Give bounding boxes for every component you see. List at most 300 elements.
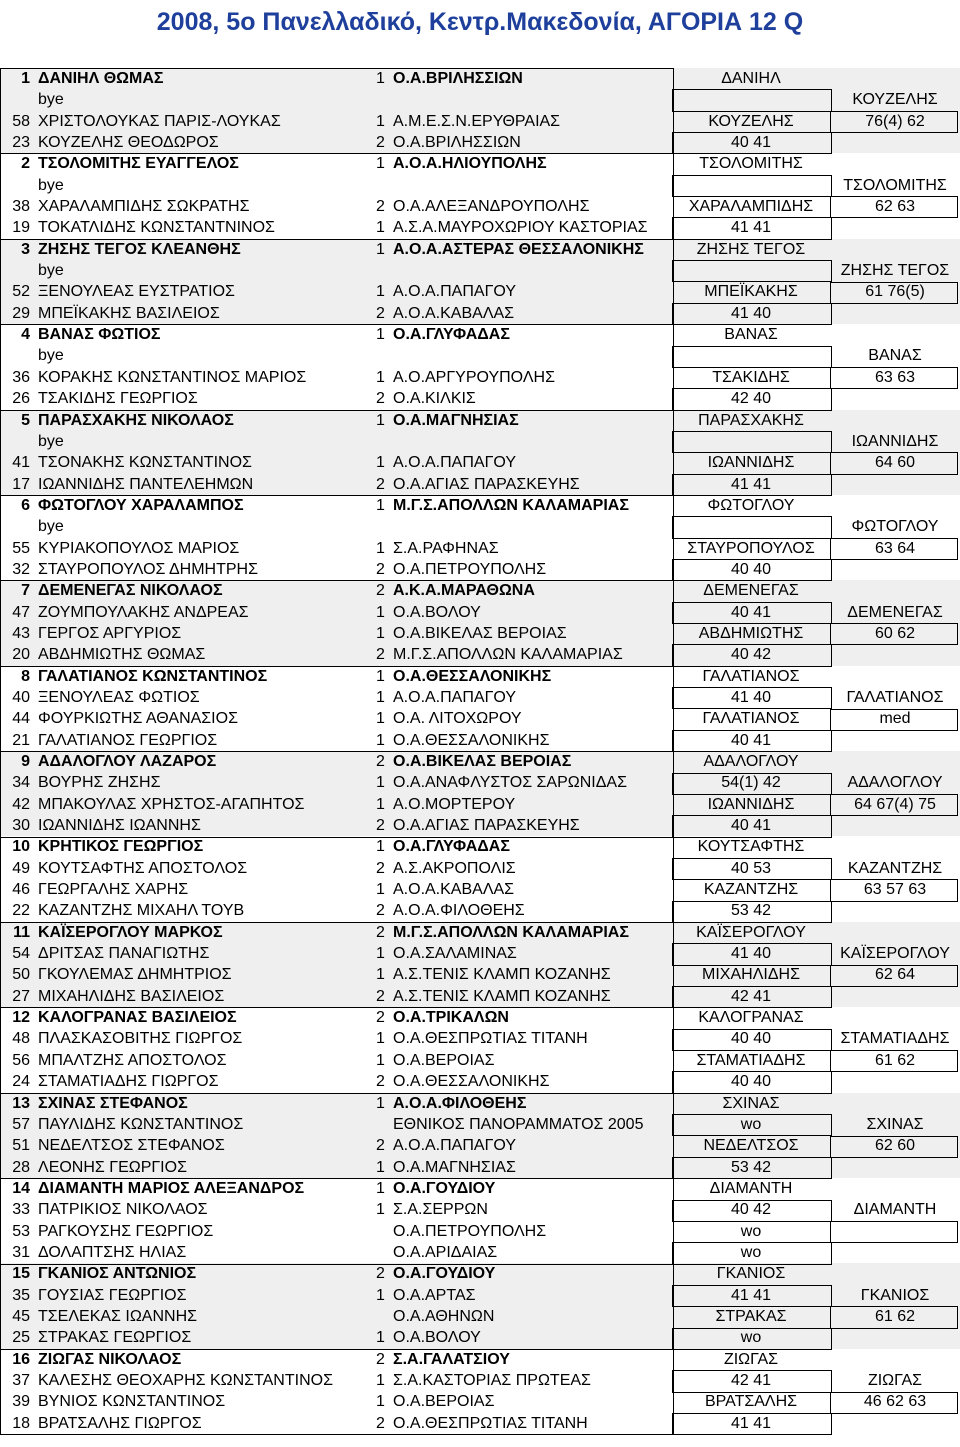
player-seed: 1 xyxy=(376,624,385,642)
player-name: ΧΡΙΣΤΟΛΟΥΚΑΣ ΠΑΡΙΣ-ΛΟΥΚΑΣ xyxy=(38,112,281,130)
round1-result: ΣΧΙΝΑΣ xyxy=(722,1094,780,1112)
player-name: ΚΡΗΤΙΚΟΣ ΓΕΩΡΓΙΟΣ xyxy=(38,838,204,856)
player-seed: 1 xyxy=(376,1329,385,1347)
round1-result: wo xyxy=(740,1115,762,1133)
player-name: ΠΑΡΑΣΧΑΚΗΣ ΝΙΚΟΛΑΟΣ xyxy=(38,411,234,429)
draw-row xyxy=(0,580,960,601)
player-club: Α.Ο.Α.ΦΙΛΟΘΕΗΣ xyxy=(393,1094,527,1112)
draw-row xyxy=(0,708,960,729)
player-name: ΖΟΥΜΠΟΥΛΑΚΗΣ ΑΝΔΡΕΑΣ xyxy=(38,603,249,621)
player-club: Α.Σ.ΤΕΝΙΣ ΚΛΑΜΠ ΚΟΖΑΝΗΣ xyxy=(393,987,611,1005)
player-seed: 1 xyxy=(376,881,385,899)
draw-row xyxy=(0,900,960,921)
player-club: Α.Σ.ΑΚΡΟΠΟΛΙΣ xyxy=(393,859,516,877)
player-seed: 2 xyxy=(376,1073,385,1091)
draw-row xyxy=(0,260,960,281)
player-seed: 1 xyxy=(376,945,385,963)
player-name: ΔΙΑΜΑΝΤΗ ΜΑΡΙΟΣ ΑΛΕΞΑΝΔΡΟΣ xyxy=(38,1179,305,1197)
player-number: 47 xyxy=(12,603,30,621)
round1-result: wo xyxy=(740,1329,762,1347)
round2-result: 62 60 xyxy=(874,1137,916,1155)
player-number: 17 xyxy=(12,475,30,493)
draw-row xyxy=(0,1135,960,1156)
player-seed: 1 xyxy=(376,496,385,514)
round1-result: 40 41 xyxy=(730,134,772,152)
draw-row xyxy=(0,324,960,345)
round1-result: 40 53 xyxy=(730,859,772,877)
player-number: 14 xyxy=(12,1179,30,1197)
round1-result: 40 41 xyxy=(730,603,772,621)
player-seed: 1 xyxy=(376,326,385,344)
draw-row xyxy=(0,474,960,495)
player-seed: 2 xyxy=(376,859,385,877)
player-seed: 2 xyxy=(376,817,385,835)
round1-result: ΔΙΑΜΑΝΤΗ xyxy=(709,1179,793,1197)
player-name: ΞΕΝΟΥΛΕΑΣ ΕΥΣΤΡΑΤΙΟΣ xyxy=(38,283,235,301)
player-seed: 2 xyxy=(376,134,385,152)
player-seed: 2 xyxy=(376,1137,385,1155)
player-name: ΛΕΟΝΗΣ ΓΕΩΡΓΙΟΣ xyxy=(38,1158,187,1176)
draw-row xyxy=(0,858,960,879)
player-seed: 1 xyxy=(376,112,385,130)
draw-row xyxy=(0,89,960,110)
player-number: 40 xyxy=(12,688,30,706)
player-seed: 1 xyxy=(376,1393,385,1411)
player-name: ΓΑΛΑΤΙΑΝΟΣ ΓΕΩΡΓΙΟΣ xyxy=(38,731,218,749)
player-club: Α.Ο.Α.ΑΣΤΕΡΑΣ ΘΕΣΣΑΛΟΝΙΚΗΣ xyxy=(393,240,644,258)
player-name: ΣΤΡΑΚΑΣ ΓΕΩΡΓΙΟΣ xyxy=(38,1329,192,1347)
player-club: Σ.Α.ΚΑΣΤΟΡΙΑΣ ΠΡΩΤΕΑΣ xyxy=(393,1371,591,1389)
player-seed: 1 xyxy=(376,838,385,856)
player-name: ΧΑΡΑΛΑΜΠΙΔΗΣ ΣΩΚΡΑΤΗΣ xyxy=(38,198,250,216)
player-number: 58 xyxy=(12,112,30,130)
player-seed: 2 xyxy=(376,646,385,664)
round2-result: 63 63 xyxy=(874,368,916,386)
player-name: ΞΕΝΟΥΛΕΑΣ ΦΩΤΙΟΣ xyxy=(38,688,200,706)
player-seed: 1 xyxy=(376,1179,385,1197)
player-club: Ο.Α.ΓΟΥΔΙΟΥ xyxy=(393,1265,496,1283)
draw-row xyxy=(0,751,960,772)
round2-result: 62 64 xyxy=(874,966,916,984)
player-number: 54 xyxy=(12,945,30,963)
player-club: Ο.Α.ΘΕΣΣΑΛΟΝΙΚΗΣ xyxy=(393,667,552,685)
player-number: 32 xyxy=(12,560,30,578)
round2-result: 46 62 63 xyxy=(863,1393,927,1411)
round1-result: 41 40 xyxy=(730,688,772,706)
round1-result: wo xyxy=(740,1222,762,1240)
player-number: 11 xyxy=(13,923,30,941)
round2-result: ΔΙΑΜΑΝΤΗ xyxy=(853,1201,937,1219)
round1-result: ΓΑΛΑΤΙΑΝΟΣ xyxy=(702,667,800,685)
round2-result: ΣΤΑΜΑΤΙΑΔΗΣ xyxy=(840,1030,950,1048)
player-seed: 2 xyxy=(376,582,385,600)
draw-row xyxy=(0,1285,960,1306)
draw-row xyxy=(0,1327,960,1348)
player-name: ΓΕΡΓΟΣ ΑΡΓΥΡΙΟΣ xyxy=(38,624,182,642)
draw-row xyxy=(0,730,960,751)
round1-result: 40 41 xyxy=(730,731,772,749)
round1-result: ΜΙΧΑΗΛΙΔΗΣ xyxy=(702,966,800,984)
player-name: ΒΑΝΑΣ ΦΩΤΙΟΣ xyxy=(38,326,161,344)
player-number: 35 xyxy=(12,1286,30,1304)
round2-result: 61 76(5) xyxy=(865,283,925,301)
draw-row xyxy=(0,964,960,985)
round2-result: 61 62 xyxy=(874,1307,916,1325)
player-number: 50 xyxy=(12,966,30,984)
player-name: ΦΟΥΡΚΙΩΤΗΣ ΑΘΑΝΑΣΙΟΣ xyxy=(38,710,238,728)
round2-result: 61 62 xyxy=(874,1051,916,1069)
player-seed: 1 xyxy=(376,219,385,237)
round1-result: 41 40 xyxy=(730,945,772,963)
player-number: 23 xyxy=(12,134,30,152)
player-name: ΣΧΙΝΑΣ ΣΤΕΦΑΝΟΣ xyxy=(38,1094,188,1112)
player-name: ΔΟΛΑΠΤΣΗΣ ΗΛΙΑΣ xyxy=(38,1243,187,1261)
round1-result: 41 41 xyxy=(730,1414,772,1432)
player-name: ΔΑΝΙΗΛ ΘΩΜΑΣ xyxy=(38,70,164,87)
player-club: Ο.Α.ΒΟΛΟΥ xyxy=(393,1329,481,1347)
page-title: 2008, 5ο Πανελλαδικό, Κεντρ.Μακεδονία, ΑΓΟΡΙΑ 12 Q xyxy=(156,8,804,36)
player-club: Ο.Α.ΒΙΚΕΛΑΣ ΒΕΡΟΙΑΣ xyxy=(393,753,572,770)
player-number: 37 xyxy=(12,1371,30,1389)
player-seed: 1 xyxy=(376,155,385,173)
round1-result: ΣΤΑΜΑΤΙΑΔΗΣ xyxy=(696,1051,806,1069)
player-name: ΓΚΟΥΛΕΜΑΣ ΔΗΜΗΤΡΙΟΣ xyxy=(38,966,232,984)
player-club: Ο.Α.ΒΡΙΛΗΣΣΙΩΝ xyxy=(393,70,523,87)
player-number: 45 xyxy=(12,1307,30,1325)
player-seed: 2 xyxy=(376,390,385,408)
draw-row xyxy=(0,516,960,537)
player-number: 30 xyxy=(12,817,30,835)
player-number: 53 xyxy=(12,1222,30,1240)
player-name: ΤΣΟΛΟΜΙΤΗΣ ΕΥΑΓΓΕΛΟΣ xyxy=(38,155,239,173)
round2-result: ΣΧΙΝΑΣ xyxy=(866,1115,924,1133)
player-number: 33 xyxy=(12,1201,30,1219)
player-seed: 1 xyxy=(376,1371,385,1389)
player-seed: 1 xyxy=(376,539,385,557)
draw-row xyxy=(0,1413,960,1434)
round2-result: ΦΩΤΟΓΛΟΥ xyxy=(851,518,939,536)
player-club: Ο.Α.ΑΝΑΦΛΥΣΤΟΣ ΣΑΡΩΝΙΔΑΣ xyxy=(393,774,627,792)
player-number: 34 xyxy=(12,774,30,792)
player-name: ΚΑΛΟΓΡΑΝΑΣ ΒΑΣΙΛΕΙΟΣ xyxy=(38,1009,237,1027)
player-club: Α.Μ.Ε.Σ.Ν.ΕΡΥΘΡΑΙΑΣ xyxy=(393,112,561,130)
round2-result: ΙΩΑΝΝΙΔΗΣ xyxy=(851,432,939,450)
player-number: 15 xyxy=(12,1265,30,1283)
player-number: 56 xyxy=(12,1051,30,1069)
player-name: ΠΑΥΛΙΔΗΣ ΚΩΝΣΤΑΝΤΙΝΟΣ xyxy=(38,1115,244,1133)
player-club: Ο.Α.ΓΛΥΦΑΔΑΣ xyxy=(393,326,510,344)
player-name: ΓΑΛΑΤΙΑΝΟΣ ΚΩΝΣΤΑΝΤΙΝΟΣ xyxy=(38,667,268,685)
round1-result: wo xyxy=(740,1243,762,1261)
draw-row xyxy=(0,68,960,89)
player-number: 36 xyxy=(12,368,30,386)
player-name: bye xyxy=(38,262,64,280)
player-name: ΣΤΑΥΡΟΠΟΥΛΟΣ ΔΗΜΗΤΡΗΣ xyxy=(38,560,258,578)
round2-result: 62 63 xyxy=(874,198,916,216)
player-club: Ο.Α.ΑΡΙΔΑΙΑΣ xyxy=(393,1243,498,1261)
round1-result: 40 40 xyxy=(730,1073,772,1091)
player-number: 1 xyxy=(21,70,30,87)
round2-result: ΖΙΩΓΑΣ xyxy=(867,1371,923,1389)
draw-row xyxy=(0,687,960,708)
player-club: Ο.Α.ΤΡΙΚΑΛΩΝ xyxy=(393,1009,509,1027)
round2-result: 76(4) 62 xyxy=(865,112,925,130)
round1-result: 40 40 xyxy=(730,1030,772,1048)
player-club: Ο.Α.ΠΕΤΡΟΥΠΟΛΗΣ xyxy=(393,560,547,578)
round1-result: ΣΤΑΥΡΟΠΟΥΛΟΣ xyxy=(687,539,815,557)
player-club: Ο.Α.ΘΕΣΣΑΛΟΝΙΚΗΣ xyxy=(393,731,550,749)
player-name: ΑΒΔΗΜΙΩΤΗΣ ΘΩΜΑΣ xyxy=(38,646,206,664)
player-number: 28 xyxy=(12,1158,30,1176)
draw-row xyxy=(0,559,960,580)
player-name: ΤΟΚΑΤΛΙΔΗΣ ΚΩΝΣΤΑΝΤΝΙΝΟΣ xyxy=(38,219,275,237)
draw-row xyxy=(0,1050,960,1071)
player-club: Α.Ο.ΑΡΓΥΡΟΥΠΟΛΗΣ xyxy=(393,368,555,386)
player-number: 16 xyxy=(12,1350,30,1368)
player-name: ΖΗΣΗΣ ΤΕΓΟΣ ΚΛΕΑΝΘΗΣ xyxy=(38,240,241,258)
draw-row xyxy=(0,1114,960,1135)
player-number: 4 xyxy=(21,326,30,344)
draw-row xyxy=(0,794,960,815)
player-club: Σ.Α.ΡΑΦΗΝΑΣ xyxy=(393,539,499,557)
draw-row xyxy=(0,1242,960,1263)
round2-result: med xyxy=(879,710,911,728)
player-seed: 2 xyxy=(376,560,385,578)
round1-result: ΔΕΜΕΝΕΓΑΣ xyxy=(703,582,799,600)
player-name: ΚΥΡΙΑΚΟΠΟΥΛΟΣ ΜΑΡΙΟΣ xyxy=(38,539,240,557)
player-seed: 2 xyxy=(376,1350,385,1368)
player-seed: 2 xyxy=(376,1265,385,1283)
player-number: 5 xyxy=(21,411,30,429)
player-name: ΦΩΤΟΓΛΟΥ ΧΑΡΑΛΑΜΠΟΣ xyxy=(38,496,244,514)
player-number: 13 xyxy=(12,1094,30,1112)
player-seed: 1 xyxy=(376,795,385,813)
player-club: Α.Ο.Α.ΠΑΠΑΓΟΥ xyxy=(393,688,516,706)
player-number: 25 xyxy=(12,1329,30,1347)
round2-result: ΚΟΥΖΕΛΗΣ xyxy=(852,91,938,109)
draw-row xyxy=(0,1178,960,1199)
round1-result: 53 42 xyxy=(730,1158,772,1176)
round2-result: ΔΕΜΕΝΕΓΑΣ xyxy=(847,603,943,621)
round1-result: ΚΑΛΟΓΡΑΝΑΣ xyxy=(698,1009,804,1027)
player-number: 29 xyxy=(12,304,30,322)
draw-row xyxy=(0,367,960,388)
round1-result: ΣΤΡΑΚΑΣ xyxy=(715,1307,787,1325)
player-name: ΜΠΑΛΤΖΗΣ ΑΠΟΣΤΟΛΟΣ xyxy=(38,1051,227,1069)
player-name: ΒΡΑΤΣΑΛΗΣ ΓΙΩΡΓΟΣ xyxy=(38,1414,202,1432)
round1-result: ΦΩΤΟΓΛΟΥ xyxy=(707,496,795,514)
player-club: Ο.Α. ΛΙΤΟΧΩΡΟΥ xyxy=(393,710,522,728)
draw-row xyxy=(0,1221,960,1242)
round2-result: 63 64 xyxy=(874,539,916,557)
draw-row xyxy=(0,345,960,366)
draw-row xyxy=(0,1007,960,1028)
player-seed: 2 xyxy=(376,987,385,1005)
round2-result: ΖΗΣΗΣ ΤΕΓΟΣ xyxy=(840,262,950,280)
round2-result: 60 62 xyxy=(874,624,916,642)
round1-result: 40 42 xyxy=(730,1201,772,1219)
player-club: Α.Ο.ΜΟΡΤΕΡΟΥ xyxy=(393,795,516,813)
round1-result: ΝΕΔΕΛΤΣΟΣ xyxy=(703,1137,799,1155)
player-name: ΤΣΕΛΕΚΑΣ ΙΩΑΝΝΗΣ xyxy=(38,1307,198,1325)
player-seed: 2 xyxy=(376,923,385,941)
player-club: Ο.Α.ΘΕΣΣΑΛΟΝΙΚΗΣ xyxy=(393,1073,550,1091)
player-name: bye xyxy=(38,518,64,536)
player-number: 52 xyxy=(12,283,30,301)
round1-result: ΒΡΑΤΣΑΛΗΣ xyxy=(704,1393,798,1411)
player-number: 2 xyxy=(21,155,30,173)
player-number: 43 xyxy=(12,624,30,642)
draw-row xyxy=(0,943,960,964)
round1-result: ΔΑΝΙΗΛ xyxy=(721,70,781,87)
player-seed: 1 xyxy=(376,411,385,429)
player-club: Ο.Α.ΜΑΓΝΗΣΙΑΣ xyxy=(393,1158,516,1176)
player-number: 19 xyxy=(12,219,30,237)
player-seed: 1 xyxy=(376,1030,385,1048)
round1-result: ΒΑΝΑΣ xyxy=(724,326,778,344)
player-club: Ο.Α.ΑΓΙΑΣ ΠΑΡΑΣΚΕΥΗΣ xyxy=(393,817,580,835)
player-club: Ο.Α.ΘΕΣΠΡΩΤΙΑΣ ΤΙΤΑΝΗ xyxy=(393,1414,588,1432)
player-number: 18 xyxy=(12,1414,30,1432)
player-name: ΤΣΟΝΑΚΗΣ ΚΩΝΣΤΑΝΤΙΝΟΣ xyxy=(38,454,252,472)
draw-row xyxy=(0,1157,960,1178)
player-number: 22 xyxy=(12,902,30,920)
player-club: Α.Ο.Α.ΠΑΠΑΓΟΥ xyxy=(393,1137,516,1155)
draw-row xyxy=(0,281,960,302)
player-number: 6 xyxy=(21,496,30,514)
player-club: Ο.Α.ΑΛΕΞΑΝΔΡΟΥΠΟΛΗΣ xyxy=(393,198,590,216)
player-club: Ο.Α.ΓΛΥΦΑΔΑΣ xyxy=(393,838,510,856)
player-name: ΒΥΝΙΟΣ ΚΩΝΣΤΑΝΤΙΝΟΣ xyxy=(38,1393,226,1411)
player-name: ΔΕΜΕΝΕΓΑΣ ΝΙΚΟΛΑΟΣ xyxy=(38,582,223,600)
player-seed: 1 xyxy=(376,368,385,386)
player-club: Ο.Α.ΒΡΙΛΗΣΣΙΩΝ xyxy=(393,134,521,152)
draw-row xyxy=(0,836,960,857)
player-seed: 1 xyxy=(376,1051,385,1069)
player-name: bye xyxy=(38,91,64,109)
draw-row xyxy=(0,1028,960,1049)
draw-row xyxy=(0,1306,960,1327)
round1-result: ΑΒΔΗΜΙΩΤΗΣ xyxy=(698,624,804,642)
round1-result: ΖΗΣΗΣ ΤΕΓΟΣ xyxy=(696,240,806,258)
player-number: 3 xyxy=(21,240,30,258)
draw-row xyxy=(0,239,960,260)
round1-result: 40 41 xyxy=(730,817,772,835)
player-name: ΚΟΥΖΕΛΗΣ ΘΕΟΔΩΡΟΣ xyxy=(38,134,219,152)
round1-result: 54(1) 42 xyxy=(721,774,781,792)
player-seed: 2 xyxy=(376,304,385,322)
player-club: Α.Κ.Α.ΜΑΡΑΘΩΝΑ xyxy=(393,582,535,600)
round2-result: ΚΑΪΣΕΡΟΓΛΟΥ xyxy=(840,945,950,963)
player-club: Μ.Γ.Σ.ΑΠΟΛΛΩΝ ΚΑΛΑΜΑΡΙΑΣ xyxy=(393,646,623,664)
player-club: Ο.Α.ΒΕΡΟΙΑΣ xyxy=(393,1051,495,1069)
player-club: Α.Ο.Α.ΦΙΛΟΘΕΗΣ xyxy=(393,902,525,920)
player-number: 24 xyxy=(12,1073,30,1091)
player-seed: 1 xyxy=(376,1158,385,1176)
draw-row xyxy=(0,388,960,409)
player-club: Μ.Γ.Σ.ΑΠΟΛΛΩΝ ΚΑΛΑΜΑΡΙΑΣ xyxy=(393,923,629,941)
round1-result: 40 42 xyxy=(730,646,772,664)
draw-row xyxy=(0,410,960,431)
player-club: Α.Ο.Α.ΠΑΠΑΓΟΥ xyxy=(393,454,516,472)
player-club: Σ.Α.ΓΑΛΑΤΣΙΟΥ xyxy=(393,1350,510,1368)
player-seed: 2 xyxy=(376,902,385,920)
round1-result: ΚΟΥΖΕΛΗΣ xyxy=(708,112,794,130)
round2-result: ΚΑΖΑΝΤΖΗΣ xyxy=(847,859,943,877)
player-name: ΓΕΩΡΓΑΛΗΣ ΧΑΡΗΣ xyxy=(38,881,189,899)
player-name: ΜΙΧΑΗΛΙΔΗΣ ΒΑΣΙΛΕΙΟΣ xyxy=(38,987,225,1005)
round1-result: 41 41 xyxy=(730,1286,772,1304)
draw-row xyxy=(0,666,960,687)
round1-result: ΧΑΡΑΛΑΜΠΙΔΗΣ xyxy=(688,198,814,216)
round2-result: ΤΣΟΛΟΜΙΤΗΣ xyxy=(843,176,947,194)
round1-result: ΖΙΩΓΑΣ xyxy=(723,1350,779,1368)
player-number: 44 xyxy=(12,710,30,728)
player-seed: 2 xyxy=(376,198,385,216)
draw-row xyxy=(0,1370,960,1391)
player-seed: 1 xyxy=(376,603,385,621)
player-name: ΓΟΥΣΙΑΣ ΓΕΩΡΓΙΟΣ xyxy=(38,1286,187,1304)
round1-result: ΓΑΛΑΤΙΑΝΟΣ xyxy=(702,710,800,728)
player-name: ΓΚΑΝΙΟΣ ΑΝΤΩΝΙΟΣ xyxy=(38,1265,197,1283)
player-club: Ο.Α.ΠΕΤΡΟΥΠΟΛΗΣ xyxy=(393,1222,547,1240)
player-number: 21 xyxy=(12,731,30,749)
round1-result: ΚΑΪΣΕΡΟΓΛΟΥ xyxy=(696,923,806,941)
player-name: ΠΑΤΡΙΚΙΟΣ ΝΙΚΟΛΑΟΣ xyxy=(38,1201,208,1219)
player-club: Ο.Α.ΒΕΡΟΙΑΣ xyxy=(393,1393,495,1411)
draw-row xyxy=(0,1349,960,1370)
player-number: 9 xyxy=(21,753,30,770)
round1-result: 42 40 xyxy=(730,390,772,408)
draw-row xyxy=(0,217,960,238)
round1-result: 42 41 xyxy=(730,1371,772,1389)
round2-result: ΓΑΛΑΤΙΑΝΟΣ xyxy=(846,688,944,706)
player-number: 55 xyxy=(12,539,30,557)
draw-row xyxy=(0,452,960,473)
player-club: Ο.Α.ΜΑΓΝΗΣΙΑΣ xyxy=(393,411,519,429)
round1-result: ΠΑΡΑΣΧΑΚΗΣ xyxy=(698,411,804,429)
round1-result: ΚΟΥΤΣΑΦΤΗΣ xyxy=(697,838,805,856)
player-number: 12 xyxy=(12,1009,30,1027)
round2-result: 64 60 xyxy=(874,454,916,472)
player-seed: 1 xyxy=(376,1094,385,1112)
player-number: 57 xyxy=(12,1115,30,1133)
player-number: 27 xyxy=(12,987,30,1005)
round1-result: 41 41 xyxy=(730,475,772,493)
player-seed: 1 xyxy=(376,283,385,301)
player-number: 26 xyxy=(12,390,30,408)
draw-row xyxy=(0,1071,960,1092)
player-name: ΚΟΡΑΚΗΣ ΚΩΝΣΤΑΝΤΙΝΟΣ ΜΑΡΙΟΣ xyxy=(38,368,307,386)
player-seed: 1 xyxy=(376,966,385,984)
player-number: 10 xyxy=(12,838,30,856)
player-name: bye xyxy=(38,347,64,365)
player-number: 41 xyxy=(12,454,30,472)
player-club: Ο.Α.ΘΕΣΠΡΩΤΙΑΣ ΤΙΤΑΝΗ xyxy=(393,1030,588,1048)
draw-row xyxy=(0,1093,960,1114)
draw-row xyxy=(0,986,960,1007)
player-seed: 1 xyxy=(376,1201,385,1219)
round2-result: 63 57 63 xyxy=(863,881,927,899)
round1-result: ΙΩΑΝΝΙΔΗΣ xyxy=(707,454,795,472)
draw-row xyxy=(0,1391,960,1412)
player-seed: 1 xyxy=(376,1286,385,1304)
player-club: Α.Σ.Α.ΜΑΥΡΟΧΩΡΙΟΥ ΚΑΣΤΟΡΙΑΣ xyxy=(393,219,648,237)
player-name: ΡΑΓΚΟΥΣΗΣ ΓΕΩΡΓΙΟΣ xyxy=(38,1222,214,1240)
player-name: ΚΑΖΑΝΤΖΗΣ ΜΙΧΑΗΛ ΤΟΥΒ xyxy=(38,902,245,920)
draw-row xyxy=(0,623,960,644)
draw-row xyxy=(0,153,960,174)
